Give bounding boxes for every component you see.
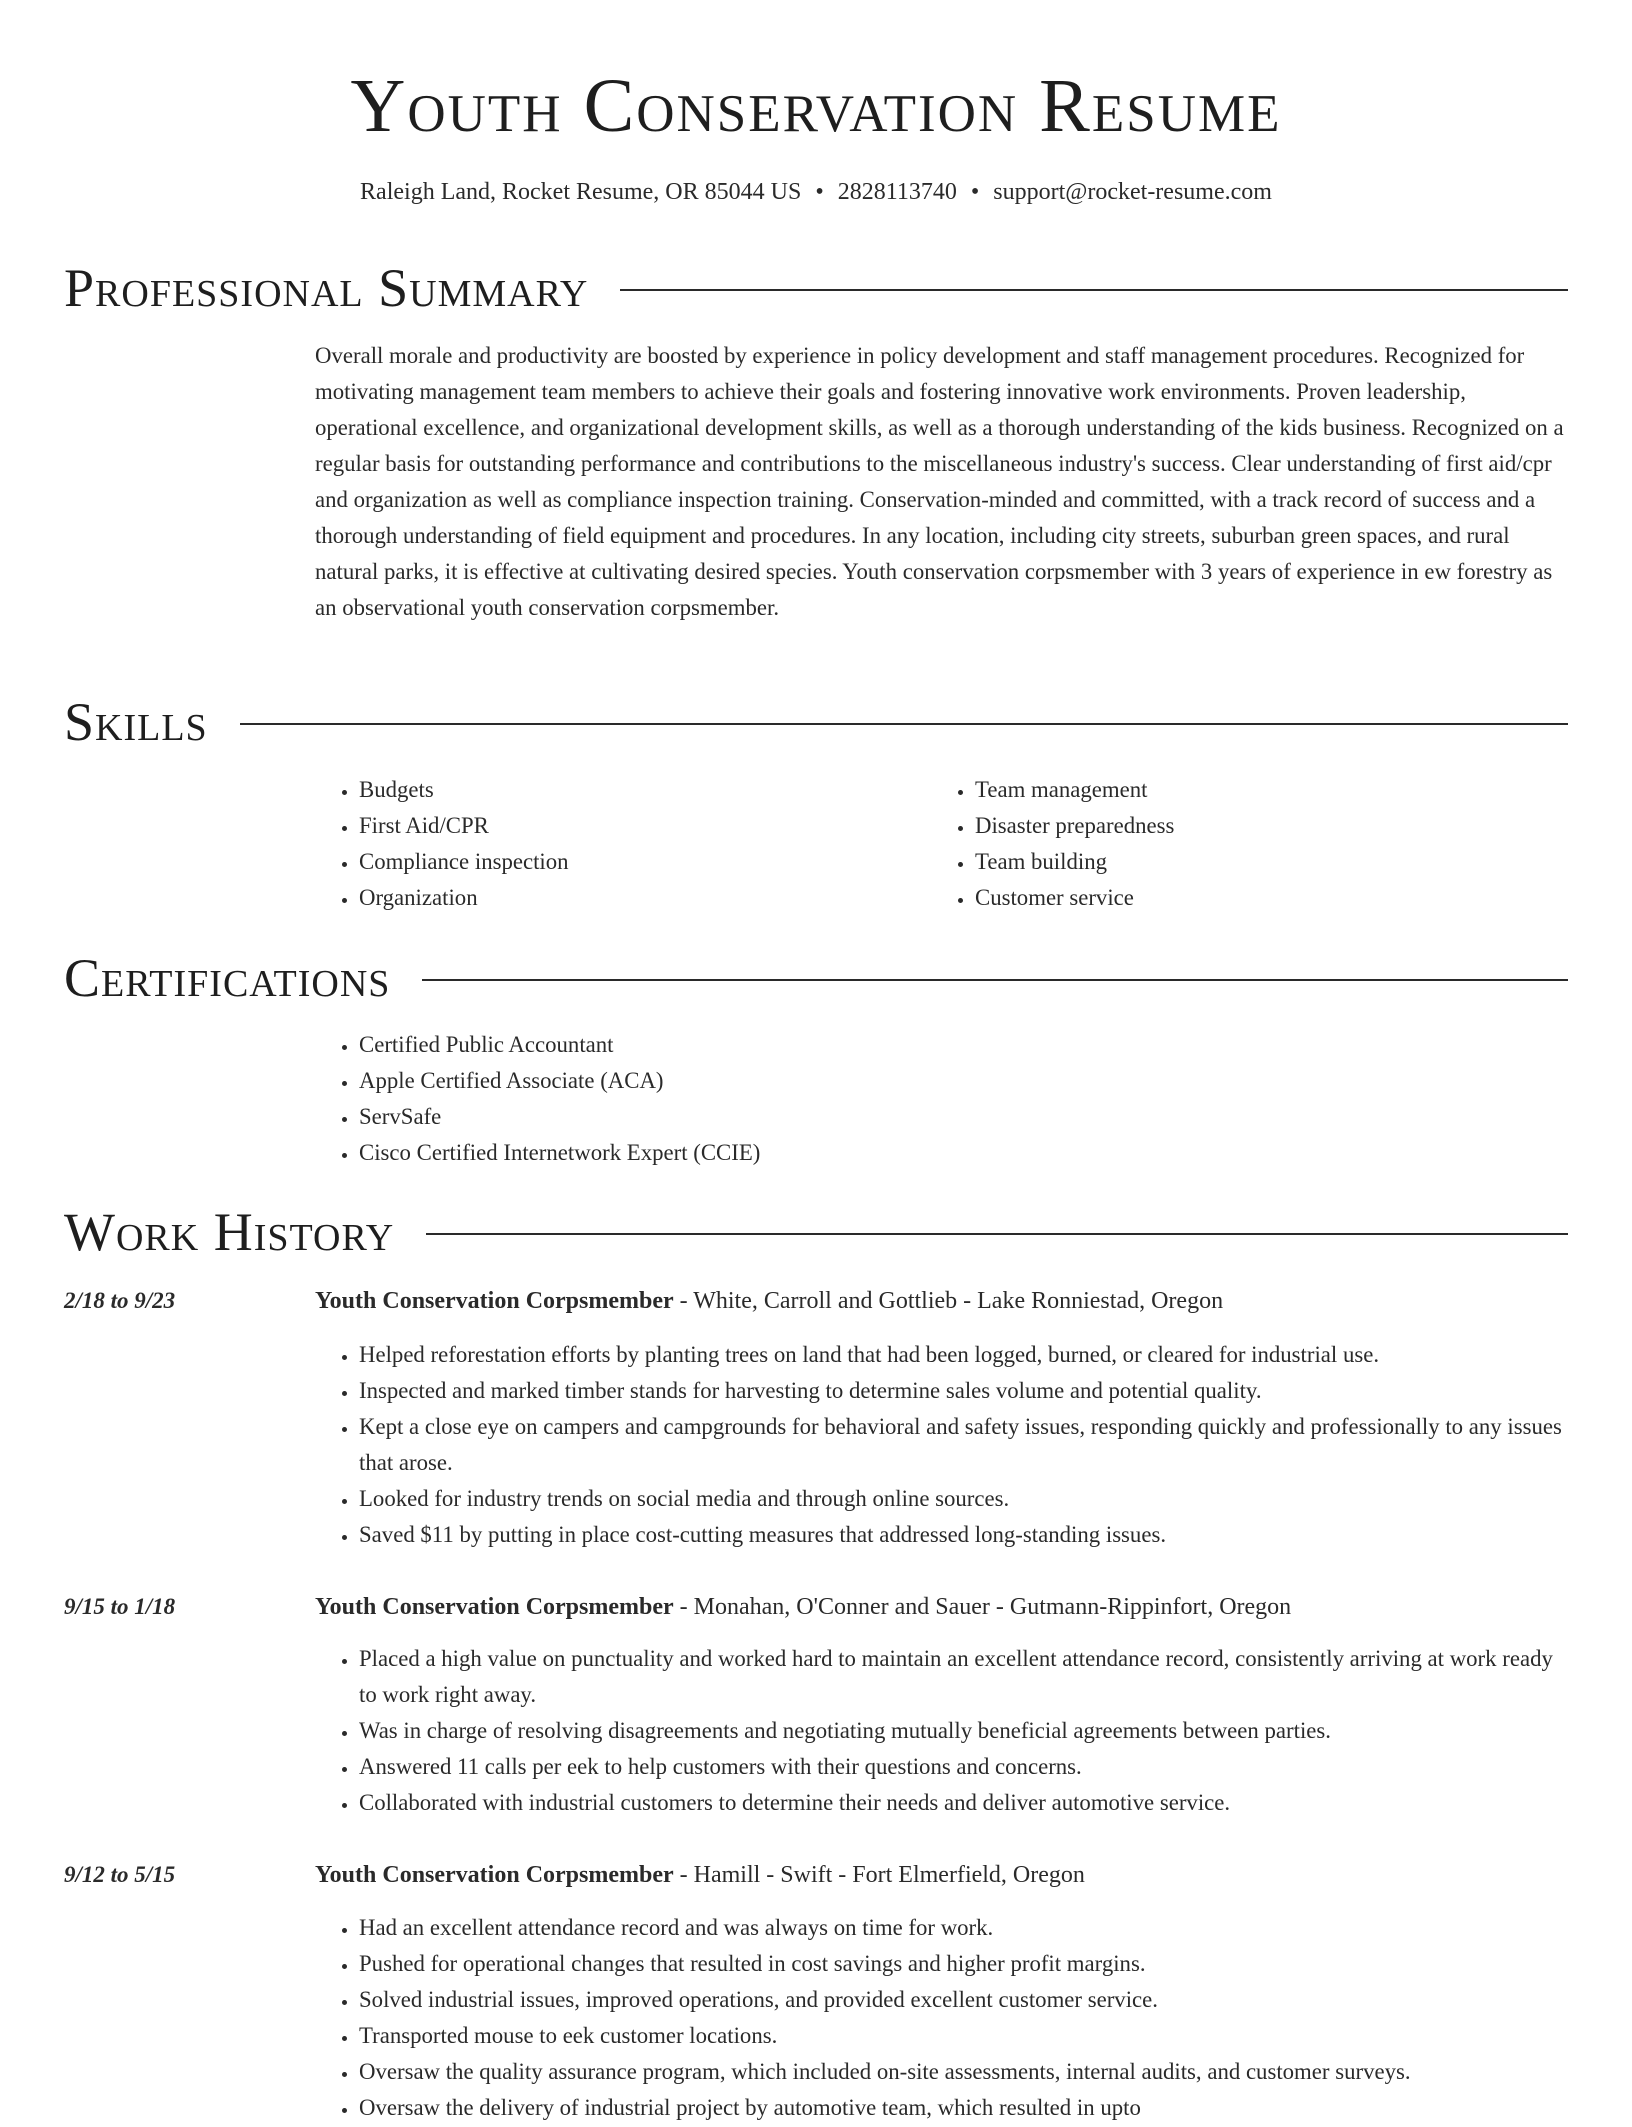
job-title: Youth Conservation Corpsmember xyxy=(315,1862,674,1888)
job-bullet: • Inspected and marked timber stands for harvesting to determine sales volume and potential quality. xyxy=(359,1373,1568,1409)
section-heading-work-history xyxy=(64,1200,1568,1264)
job-dates: 9/15 to 1/18 xyxy=(64,1594,176,1619)
job-employer-location: - Hamill - Swift - Fort Elmerfield, Oregon xyxy=(673,1862,1085,1888)
job-bullet: • Had an excellent attendance record and was always on time for work. xyxy=(359,1910,1568,1946)
skill-item: • Organization xyxy=(359,880,875,916)
contact-address: Raleigh Land, Rocket Resume, OR 85044 US xyxy=(360,179,802,205)
job-title: Youth Conservation Corpsmember xyxy=(315,1288,674,1314)
contact-line xyxy=(0,174,1632,210)
certification-item: • Cisco Certified Internetwork Expert (CCIE) xyxy=(359,1135,1515,1171)
skill-item: • Disaster preparedness xyxy=(975,808,1491,844)
job-bullet: • Saved $11 by putting in place cost-cutting measures that addressed long-standing issues. xyxy=(359,1517,1568,1553)
job-heading xyxy=(315,1283,1568,1319)
resume-title: Youth Conservation Resume xyxy=(350,64,1282,148)
contact-email: support@rocket-resume.com xyxy=(993,179,1272,205)
job-bullets xyxy=(315,1910,1568,2126)
job-bullet: • Pushed for operational changes that resulted in cost savings and higher profit margins. xyxy=(359,1946,1568,1982)
skill-item: • Compliance inspection xyxy=(359,844,875,880)
skill-item: • Customer service xyxy=(975,880,1491,916)
job-dates: 2/18 to 9/23 xyxy=(64,1288,176,1313)
job-bullet: • Collaborated with industrial customers to determine their needs and deliver automotive service. xyxy=(359,1785,1568,1821)
job-bullet: • Kept a close eye on campers and campgrounds for behavioral and safety issues, responding quickly and professionally to any issues that arose. xyxy=(359,1409,1568,1481)
contact-separator: • xyxy=(815,179,824,205)
skills-column-right xyxy=(931,772,1491,916)
job-bullet: • Oversaw the quality assurance program, which included on-site assessments, internal audits, and customer surveys. xyxy=(359,2054,1568,2090)
skill-item: • First Aid/CPR xyxy=(359,808,875,844)
job-bullets xyxy=(315,1641,1568,1821)
certification-item: • Apple Certified Associate (ACA) xyxy=(359,1063,1515,1099)
section-divider xyxy=(422,979,1568,981)
certifications-list xyxy=(315,1027,1515,1171)
section-title-certifications: Certifications xyxy=(64,948,391,1008)
section-heading-certifications xyxy=(64,946,1568,1010)
job-bullet: • Solved industrial issues, improved operations, and provided excellent customer service. xyxy=(359,1982,1568,2018)
job-employer-location: - Monahan, O'Conner and Sauer - Gutmann-Rippinfort, Oregon xyxy=(673,1594,1292,1620)
contact-phone: 2828113740 xyxy=(837,179,957,205)
job-title: Youth Conservation Corpsmember xyxy=(315,1594,674,1620)
job-bullet: • Looked for industry trends on social media and through online sources. xyxy=(359,1481,1568,1517)
job-employer-location: - White, Carroll and Gottlieb - Lake Ronniestad, Oregon xyxy=(673,1288,1224,1314)
skill-item: • Team building xyxy=(975,844,1491,880)
job-bullet: • Was in charge of resolving disagreements and negotiating mutually beneficial agreements between parties. xyxy=(359,1713,1568,1749)
job-bullet: • Answered 11 calls per eek to help customers with their questions and concerns. xyxy=(359,1749,1568,1785)
section-divider xyxy=(426,1233,1568,1235)
section-divider xyxy=(240,723,1568,725)
job-dates: 9/12 to 5/15 xyxy=(64,1862,176,1887)
section-divider xyxy=(620,289,1568,291)
certification-item: • ServSafe xyxy=(359,1099,1515,1135)
job-bullet: • Transported mouse to eek customer locations. xyxy=(359,2018,1568,2054)
job-heading xyxy=(315,1857,1568,1893)
section-title-skills: Skills xyxy=(64,692,208,752)
contact-separator: • xyxy=(970,179,980,205)
certification-item: • Certified Public Accountant xyxy=(359,1027,1515,1063)
skills-column-left xyxy=(315,772,875,916)
section-heading-skills xyxy=(64,690,1568,754)
skill-item: • Team management xyxy=(975,772,1491,808)
section-title-work-history: Work History xyxy=(64,1202,395,1262)
summary-text: Overall morale and productivity are boosted by experience in policy development and staff management procedures. Recognized for motivating management team members to achieve their goals and fostering innovative work environments. Proven leadership, operational excellence, and organizational development skills, as well as a thorough understanding of the kids business. Recognized on a regular basis for outstanding performance and contributions to the miscellaneous industry's success. Clear understanding of first aid/cpr and organization as well as compliance inspection training. Conservation-minded and committed, with a track record of success and a thorough understanding of field equipment and procedures. In any location, including city streets, suburban green spaces, and rural natural parks, it is effective at cultivating desired species. Youth conservation corpsmember with 3 years of experience in ew forestry as an observational youth conservation corpsmember. xyxy=(315,343,1564,620)
section-heading-summary xyxy=(64,256,1568,320)
job-bullets xyxy=(315,1337,1568,1553)
job-bullet: • Placed a high value on punctuality and worked hard to maintain an excellent attendance record, consistently arriving at work ready to work right away. xyxy=(359,1641,1568,1713)
job-heading xyxy=(315,1589,1568,1625)
skill-item: • Budgets xyxy=(359,772,875,808)
job-bullet: • Helped reforestation efforts by planting trees on land that had been logged, burned, or cleared for industrial use. xyxy=(359,1337,1568,1373)
section-title-summary: Professional Summary xyxy=(64,258,589,318)
job-bullet: • Oversaw the delivery of industrial project by automotive team, which resulted in upto xyxy=(359,2090,1568,2126)
